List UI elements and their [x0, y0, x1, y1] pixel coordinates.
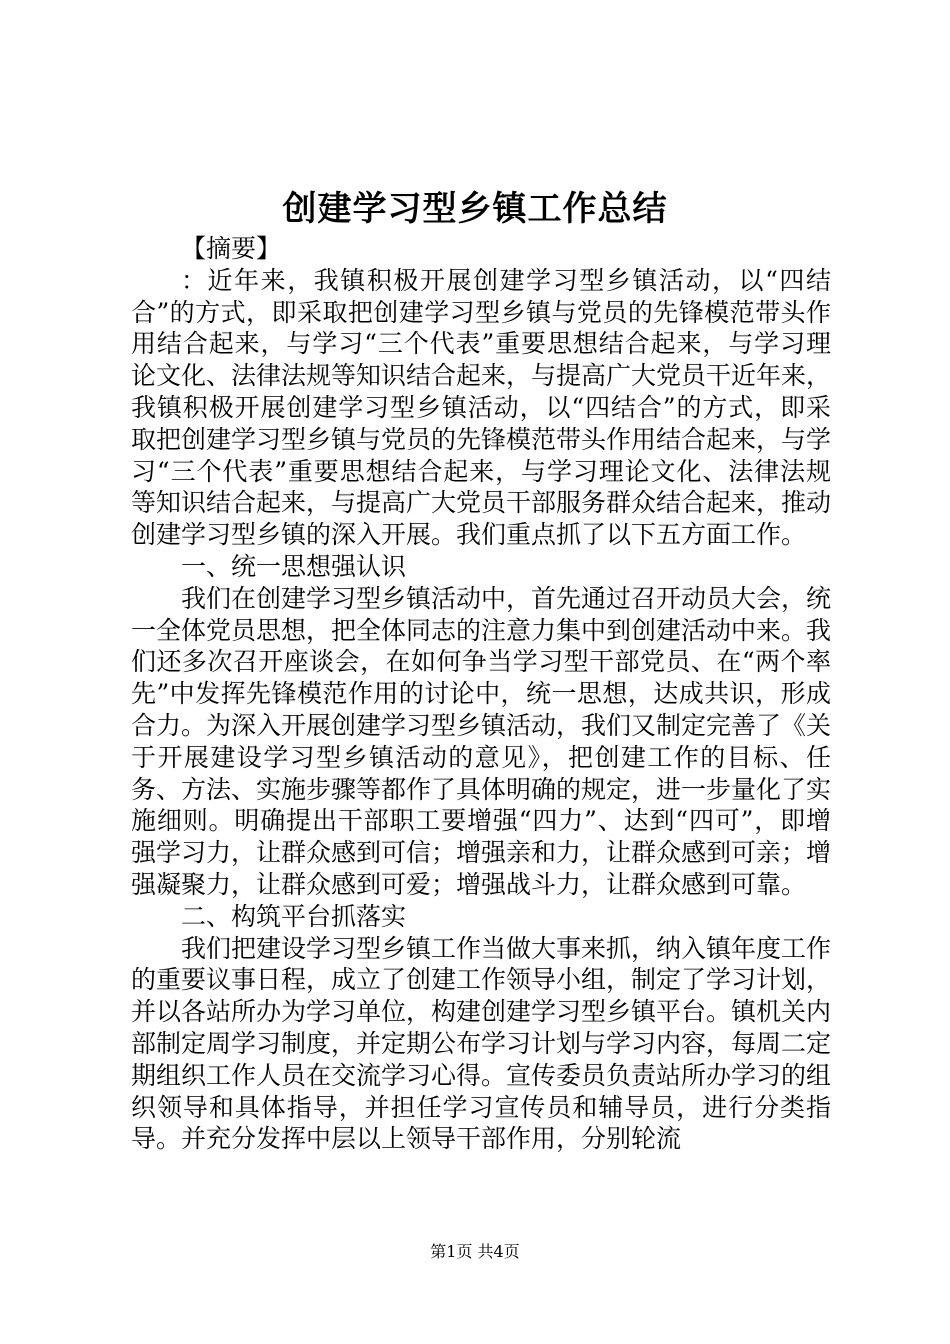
document-body — [131, 233, 831, 1155]
section-heading-2: 二、构筑平台抓落实 — [181, 901, 407, 931]
abstract-label: 【摘要】 — [181, 234, 282, 263]
section-1-paragraph: 我们在创建学习型乡镇活动中，首先通过召开动员大会，统一全体党员思想，把全体同志的注意力集中到创建活动中来。我们还多次召开座谈会，在如何争当学习型干部党员、在“两个率先”中发挥先锋模范作用的讨论中，统一思想，达成共识，形成合力。为深入开展创建学习型乡镇活动，我们又制定完善了《关于开展建设学习型乡镇活动的意见》，把创建工作的目标、任务、方法、实施步骤等都作了具体明确的规定，进一步量化了实施细则。明确提出干部职工要增强“四力”、达到“四可”，即增强学习力，让群众感到可信；增强亲和力，让群众感到可亲；增强凝聚力，让群众感到可爱；增强战斗力，让群众感到可靠。 — [131, 583, 832, 899]
section-2-paragraph: 我们把建设学习型乡镇工作当做大事来抓，纳入镇年度工作的重要议事日程，成立了创建工作领导小组，制定了学习计划，并以各站所办为学习单位，构建创建学习型乡镇平台。镇机关内部制定周学习制度，并定期公布学习计划与学习内容，每周二定期组织工作人员在交流学习心得。宣传委员负责站所办学习的组织领导和具体指导，并担任学习宣传员和辅导员，进行分类指导。并充分发挥中层以上领导干部作用，分别轮流 — [131, 933, 832, 1154]
page-footer: 第1页 共4页 — [430, 1242, 520, 1261]
section-heading-1: 一、统一思想强认识 — [181, 551, 407, 581]
abstract-paragraph: ：近年来，我镇积极开展创建学习型乡镇活动，以“四结合”的方式，即采取把创建学习型乡镇与党员的先锋模范带头作用结合起来，与学习“三个代表”重要思想结合起来，与学习理论文化、法律法规等知识结合起来，与提高广大党员干近年来，我镇积极开展创建学习型乡镇活动，以“四结合”的方式，即采取把创建学习型乡镇与党员的先锋模范带头作用结合起来，与学习“三个代表”重要思想结合起来，与学习理论文化、法律法规等知识结合起来，与提高广大党员干部服务群众结合起来，推动创建学习型乡镇的深入开展。我们重点抓了以下五方面工作。 — [131, 265, 832, 550]
document-title: 创建学习型乡镇工作总结 — [282, 189, 668, 229]
